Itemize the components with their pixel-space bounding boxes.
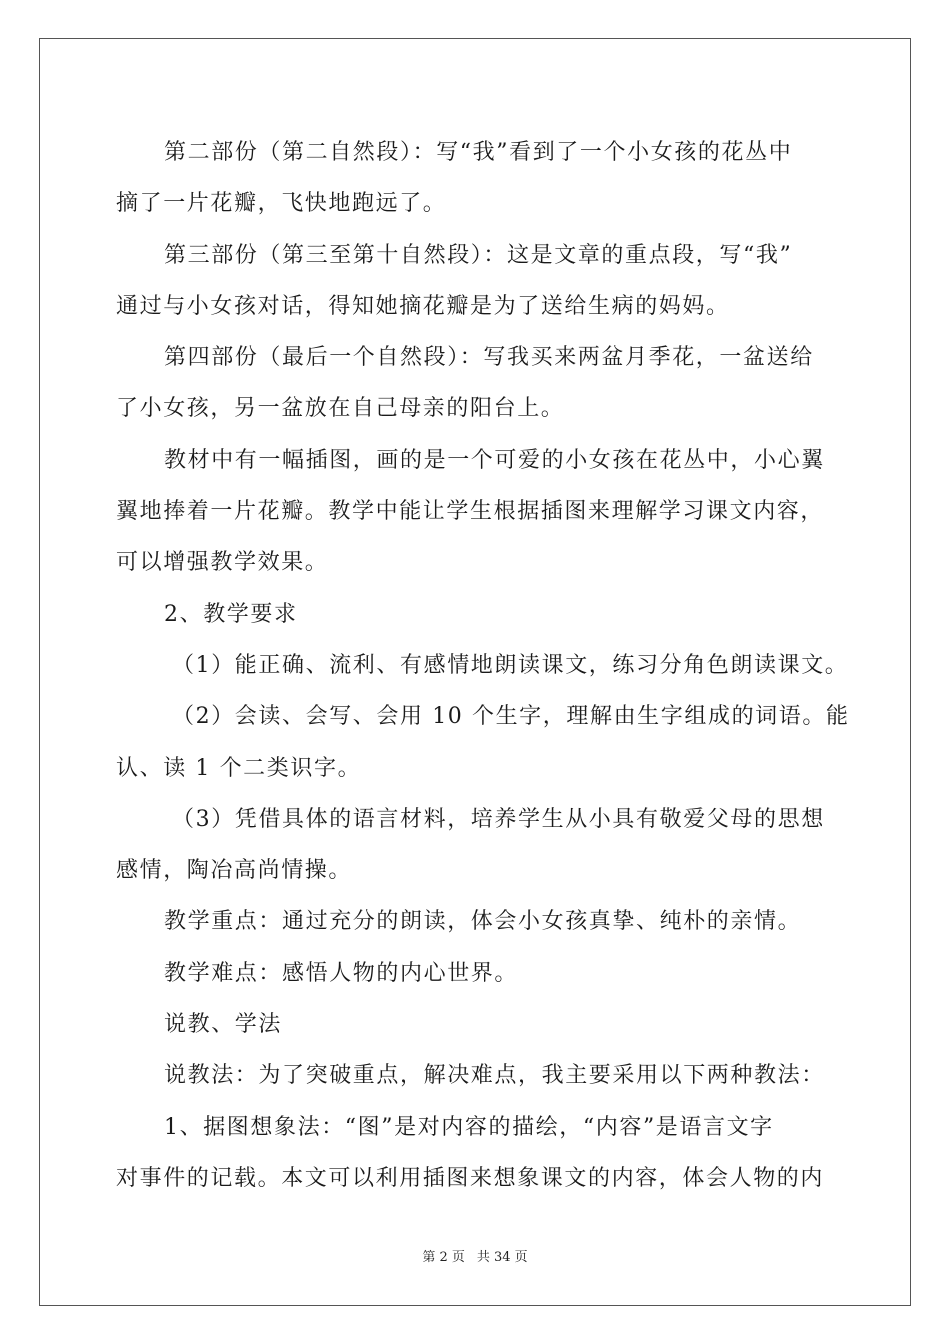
text-line: 教学重点：通过充分的朗读，体会小女孩真挚、纯朴的亲情。	[164, 909, 802, 935]
text-line: 第二部份（第二自然段）：写“我”看到了一个小女孩的花丛中	[164, 140, 793, 165]
page-total: 共 34 页	[476, 1250, 528, 1265]
text-line: 第三部份（第三至第十自然段）：这是文章的重点段，写“我”	[164, 242, 793, 268]
text-line: 认、读 1 个二类识字。	[116, 755, 362, 781]
text-line: 1、据图想象法：“图”是对内容的描绘，“内容”是语言文字	[164, 1114, 774, 1140]
text-line: 说教法：为了突破重点，解决难点，我主要采用以下两种教法：	[164, 1063, 825, 1089]
text-line: 教学难点：感悟人物的内心世界。	[164, 960, 519, 986]
text-line: 翼地捧着一片花瓣。教学中能让学生根据插图来理解学习课文内容，	[116, 499, 825, 525]
text-line: （2）会读、会写、会用 10 个生字，理解由生字组成的词语。能	[172, 704, 850, 730]
text-line: 可以增强教学效果。	[116, 550, 329, 576]
text-line: （1）能正确、流利、有感情地朗读课文，练习分角色朗读课文。	[172, 652, 849, 678]
text-line: 对事件的记载。本文可以利用插图来想象课文的内容，体会人物的内	[116, 1165, 825, 1191]
section-heading: 说教、学法	[164, 1012, 283, 1038]
text-line: 第四部份（最后一个自然段）：写我买来两盆月季花，一盆送给	[164, 345, 814, 371]
text-line: （3）凭借具体的语言材料，培养学生从小具有敬爱父母的思想	[172, 806, 825, 832]
section-heading: 2、教学要求	[164, 601, 298, 627]
document-body	[116, 127, 850, 1204]
page-number: 第 2 页	[422, 1250, 465, 1265]
text-line: 了小女孩，另一盆放在自己母亲的阳台上。	[116, 396, 565, 422]
text-line: 通过与小女孩对话，得知她摘花瓣是为了送给生病的妈妈。	[116, 293, 730, 319]
text-line: 感情，陶冶高尚情操。	[116, 858, 353, 884]
text-line: 教材中有一幅插图，画的是一个可爱的小女孩在花丛中，小心翼	[164, 447, 825, 473]
page-footer	[0, 1246, 950, 1265]
text-line: 摘了一片花瓣，飞快地跑远了。	[116, 191, 447, 217]
